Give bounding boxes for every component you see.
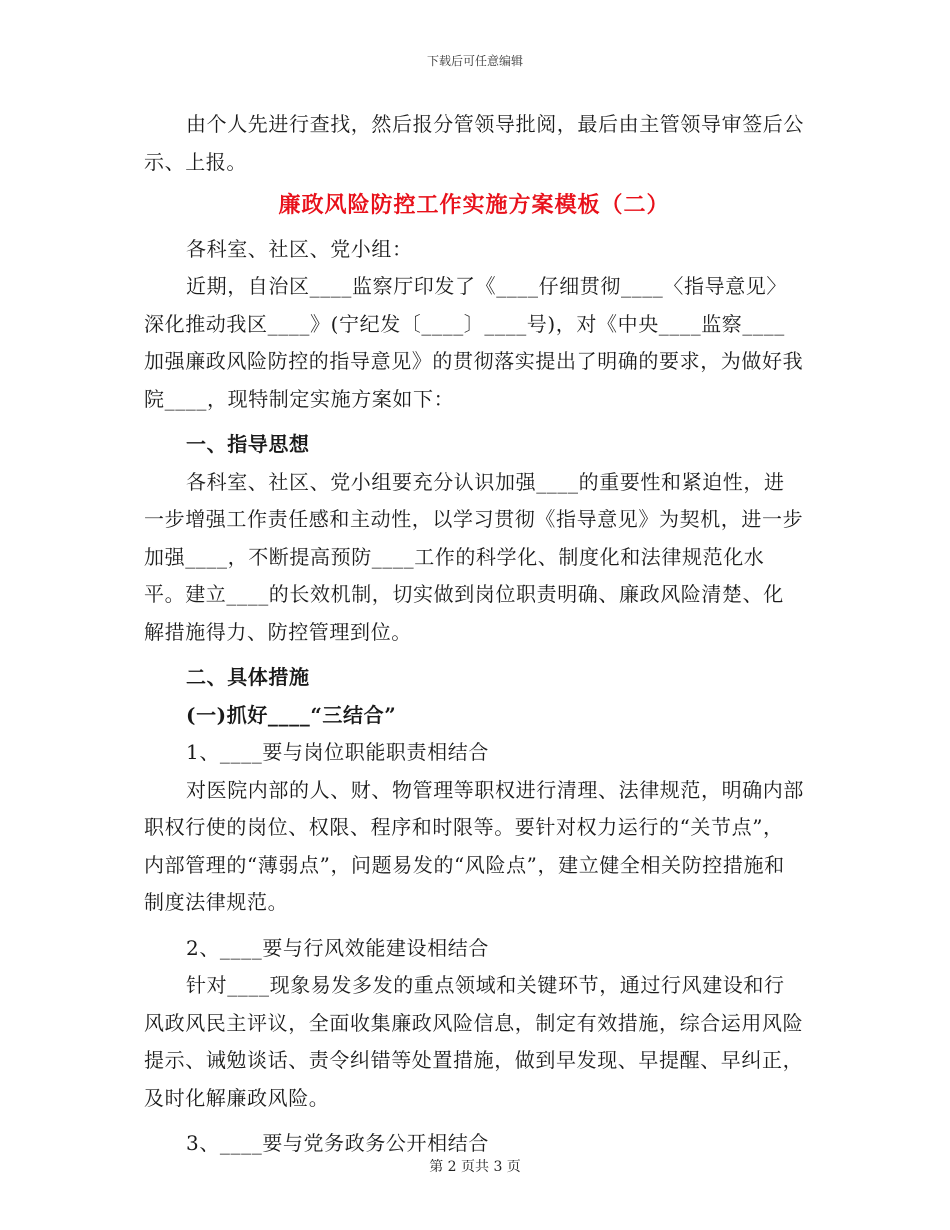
paragraph-guiding-thought: 各科室、社区、党小组要充分认识加强____的重要性和紧迫性，进一步增强工作责任感和主动性，以学习贯彻《指导意见》为契机，进一步加强____，不断提高预防____工作的科学化、制度化和法律规范化水平。建立____的长效机制，切实做到岗位职责明确、廉政风险清楚、化解措施得力、防控管理到位。	[144, 469, 804, 644]
item-3-title: 3、____要与党务政务公开相结合	[186, 1131, 489, 1155]
document-body	[144, 106, 804, 1163]
item-1-body: 对医院内部的人、财、物管理等职权进行清理、法律规范，明确内部职权行使的岗位、权限、程序和时限等。要针对权力运行的“关节点”，内部管理的“薄弱点”，问题易发的“风险点”，建立健全相关防控措施和制度法律规范。	[144, 777, 804, 914]
paragraph-intro: 近期，自治区____监察厅印发了《____仔细贯彻____〈指导意见〉深化推动我区____》(宁纪发〔____〕____号)，对《中央____监察____加强廉政风险防控的指导意见》的贯彻落实提出了明确的要求，为做好我院____，现特制定实施方案如下：	[144, 274, 804, 411]
heading-three-combinations: (一)抓好____“三结合”	[186, 702, 397, 727]
item-1-title: 1、____要与岗位职能职责相结合	[186, 740, 489, 764]
heading-specific-measures: 二、具体措施	[186, 665, 310, 689]
heading-guiding-thought: 一、指导思想	[186, 432, 310, 456]
salutation: 各科室、社区、党小组：	[186, 236, 413, 261]
item-2-body: 针对____现象易发多发的重点领域和关键环节，通过行风建设和行风政风民主评议，全面收集廉政风险信息，制定有效措施，综合运用风险提示、诫勉谈话、责令纠错等处置措施，做到早发现、早提醒、早纠正，及时化解廉政风险。	[144, 973, 804, 1110]
document-title: 廉政风险防控工作实施方案模板（二）	[278, 192, 670, 218]
paragraph-approval: 由个人先进行查找，然后报分管领导批阅，最后由主管领导审签后公示、上报。	[144, 112, 804, 174]
item-2-title: 2、____要与行风效能建设相结合	[186, 935, 489, 960]
page-header: 下载后可任意编辑	[426, 54, 523, 68]
page-footer: 第 2 页共 3 页	[429, 1159, 521, 1175]
